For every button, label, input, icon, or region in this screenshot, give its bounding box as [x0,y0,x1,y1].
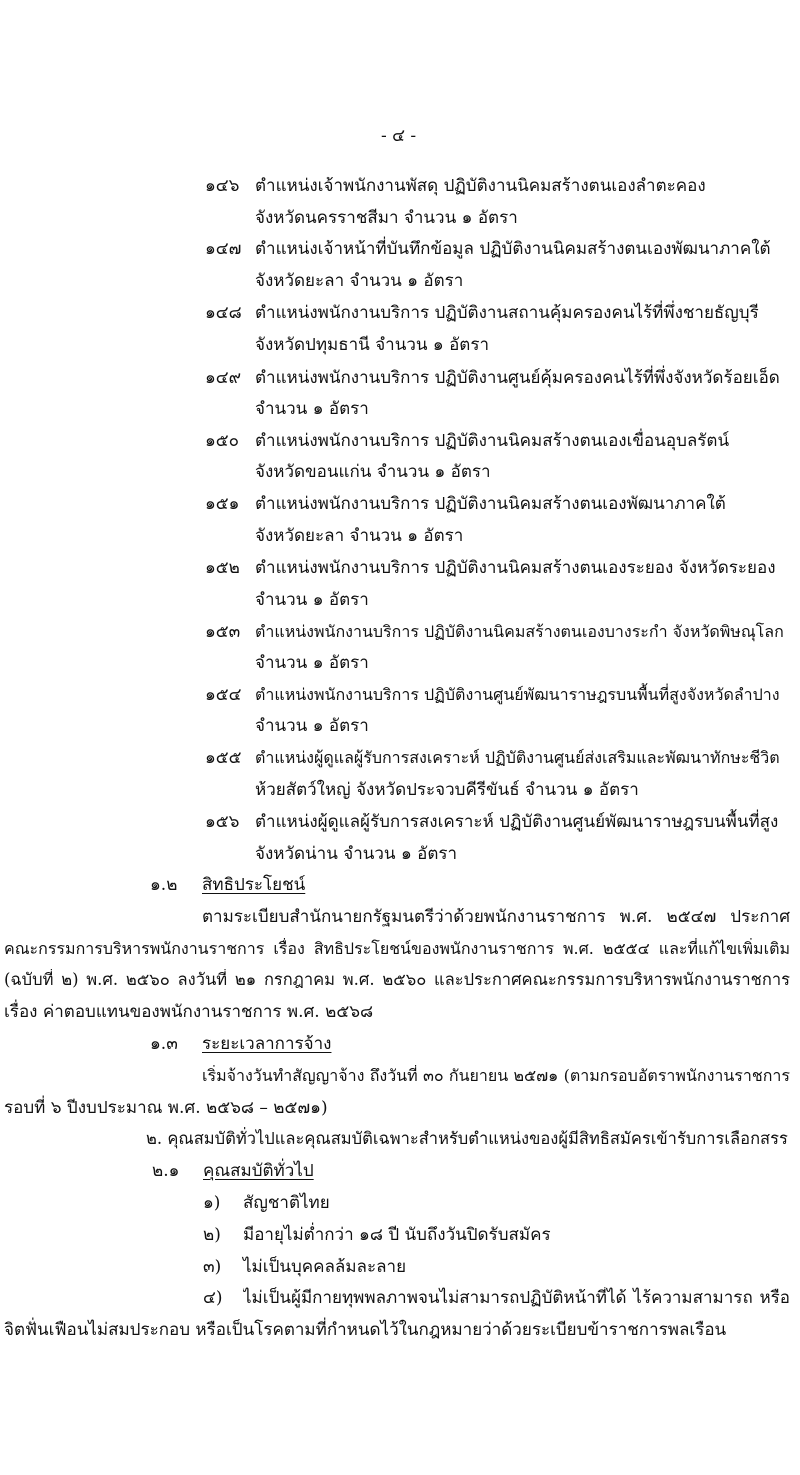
position-title: ตำแหน่งเจ้าหน้าที่บันทึกข้อมูล ปฏิบัติงานนิคมสร้างตนเองพัฒนาภาคใต้ [255,239,771,259]
position-number: ๑๕๕ [205,748,242,768]
paragraph-line: คณะกรรมการบริหารพนักงานราชการ เรื่อง สิทธิประโยชน์ของพนักงานราชการ พ.ศ. ๒๕๕๔ และที่แก้ไขเพิ่มเติม [4,939,790,958]
position-title: ตำแหน่งผู้ดูแลผู้รับการสงเคราะห์ ปฏิบัติงานศูนย์พัฒนาราษฎรบนพื้นที่สูง [255,812,779,832]
position-title: ตำแหน่งพนักงานบริการ ปฏิบัติงานสถานคุ้มครองคนไร้ที่พึ่งชายธัญบุรี [255,303,759,323]
position-number: ๑๔๘ [205,303,242,323]
position-number: ๑๕๒ [205,558,240,578]
position-detail: จำนวน ๑ อัตรา [255,653,369,673]
position-detail: จังหวัดขอนแก่น จำนวน ๑ อัตรา [255,462,491,482]
list-item-text: ไม่เป็นผู้มีกายทุพพลภาพจนไม่สามารถปฏิบัติหน้าที่ได้ ไร้ความสามารถ หรือ [243,1288,790,1308]
paragraph-line: จิตฟั่นเฟือนไม่สมประกอบ หรือเป็นโรคตามที่กำหนดไว้ในกฎหมายว่าด้วยระเบียบข้าราชการพลเรือน [4,1320,727,1340]
position-number: ๑๕๔ [205,685,242,705]
section-number: ๑.๓ [150,1034,178,1054]
position-detail: จำนวน ๑ อัตรา [255,399,369,419]
list-item-number: ๒) [203,1225,221,1245]
section-heading: คุณสมบัติทั่วไป [203,1161,314,1181]
position-title: ตำแหน่งพนักงานบริการ ปฏิบัติงานศูนย์พัฒนาราษฎรบนพื้นที่สูงจังหวัดลำปาง [255,685,780,704]
position-title: ตำแหน่งพนักงานบริการ ปฏิบัติงานนิคมสร้างตนเองพัฒนาภาคใต้ [255,494,726,514]
paragraph-line: รอบที่ ๖ ปีงบประมาณ พ.ศ. ๒๕๖๘ – ๒๕๗๑) [4,1098,328,1118]
list-item-number: ๔) [203,1288,223,1308]
section-heading: ระยะเวลาการจ้าง [202,1034,332,1054]
position-title: ตำแหน่งพนักงานบริการ ปฏิบัติงานนิคมสร้างตนเองบางระกำ จังหวัดพิษณุโลก [255,622,784,641]
position-detail: จังหวัดน่าน จำนวน ๑ อัตรา [255,844,458,864]
list-item-text: มีอายุไม่ต่ำกว่า ๑๘ ปี นับถึงวันปิดรับสมัคร [243,1225,551,1245]
page-number: - ๔ - [381,126,417,146]
position-detail: จำนวน ๑ อัตรา [255,716,369,736]
position-title: ตำแหน่งพนักงานบริการ ปฏิบัติงานนิคมสร้างตนเองเขื่อนอุบลรัตน์ [255,431,730,451]
position-number: ๑๕๑ [205,494,240,514]
position-number: ๑๕๖ [205,812,240,832]
paragraph-line: ตามระเบียบสำนักนายกรัฐมนตรีว่าด้วยพนักงานราชการ พ.ศ. ๒๕๔๗ ประกาศ [202,907,790,927]
position-number: ๑๔๖ [205,176,240,196]
position-number: ๑๔๗ [205,239,242,259]
section-number: ๒.๑ [152,1161,180,1181]
position-detail: ห้วยสัตว์ใหญ่ จังหวัดประจวบคีรีขันธ์ จำนวน ๑ อัตรา [255,780,639,800]
list-item-number: ๑) [203,1193,221,1213]
list-item-number: ๓) [203,1257,222,1277]
paragraph-line: (ฉบับที่ ๒) พ.ศ. ๒๕๖๐ ลงวันที่ ๒๑ กรกฎาคม พ.ศ. ๒๕๖๐ และประกาศคณะกรรมการบริหารพนักงานราชการ [4,970,790,989]
position-title: ตำแหน่งพนักงานบริการ ปฏิบัติงานศูนย์คุ้มครองคนไร้ที่พึ่งจังหวัดร้อยเอ็ด [255,368,780,388]
section-heading: สิทธิประโยชน์ [202,875,306,895]
section-heading: ๒. คุณสมบัติทั่วไปและคุณสมบัติเฉพาะสำหรับตำแหน่งของผู้มีสิทธิสมัครเข้ารับการเลือกสรร [146,1129,788,1148]
paragraph-line: เรื่อง ค่าตอบแทนของพนักงานราชการ พ.ศ. ๒๕๖๘ [4,1002,374,1022]
position-number: ๑๔๙ [205,368,242,388]
position-detail: จำนวน ๑ อัตรา [255,590,369,610]
position-number: ๑๕๐ [205,431,240,451]
position-detail: จังหวัดปทุมธานี จำนวน ๑ อัตรา [255,335,490,355]
list-item-text: สัญชาติไทย [243,1193,330,1213]
position-detail: จังหวัดนครราชสีมา จำนวน ๑ อัตรา [255,208,518,228]
position-title: ตำแหน่งเจ้าพนักงานพัสดุ ปฏิบัติงานนิคมสร้างตนเองลำตะคอง [255,176,706,196]
position-title: ตำแหน่งพนักงานบริการ ปฏิบัติงานนิคมสร้างตนเองระยอง จังหวัดระยอง [255,558,776,578]
position-detail: จังหวัดยะลา จำนวน ๑ อัตรา [255,526,464,546]
position-title: ตำแหน่งผู้ดูแลผู้รับการสงเคราะห์ ปฏิบัติงานศูนย์ส่งเสริมและพัฒนาทักษะชีวิต [255,748,780,767]
list-item-text: ไม่เป็นบุคคลล้มละลาย [243,1257,407,1277]
section-number: ๑.๒ [150,875,178,895]
position-detail: จังหวัดยะลา จำนวน ๑ อัตรา [255,271,464,291]
paragraph-line: เริ่มจ้างวันทำสัญญาจ้าง ถึงวันที่ ๓๐ กันยายน ๒๕๗๑ (ตามกรอบอัตราพนักงานราชการ [202,1066,790,1085]
position-number: ๑๕๓ [205,622,241,642]
